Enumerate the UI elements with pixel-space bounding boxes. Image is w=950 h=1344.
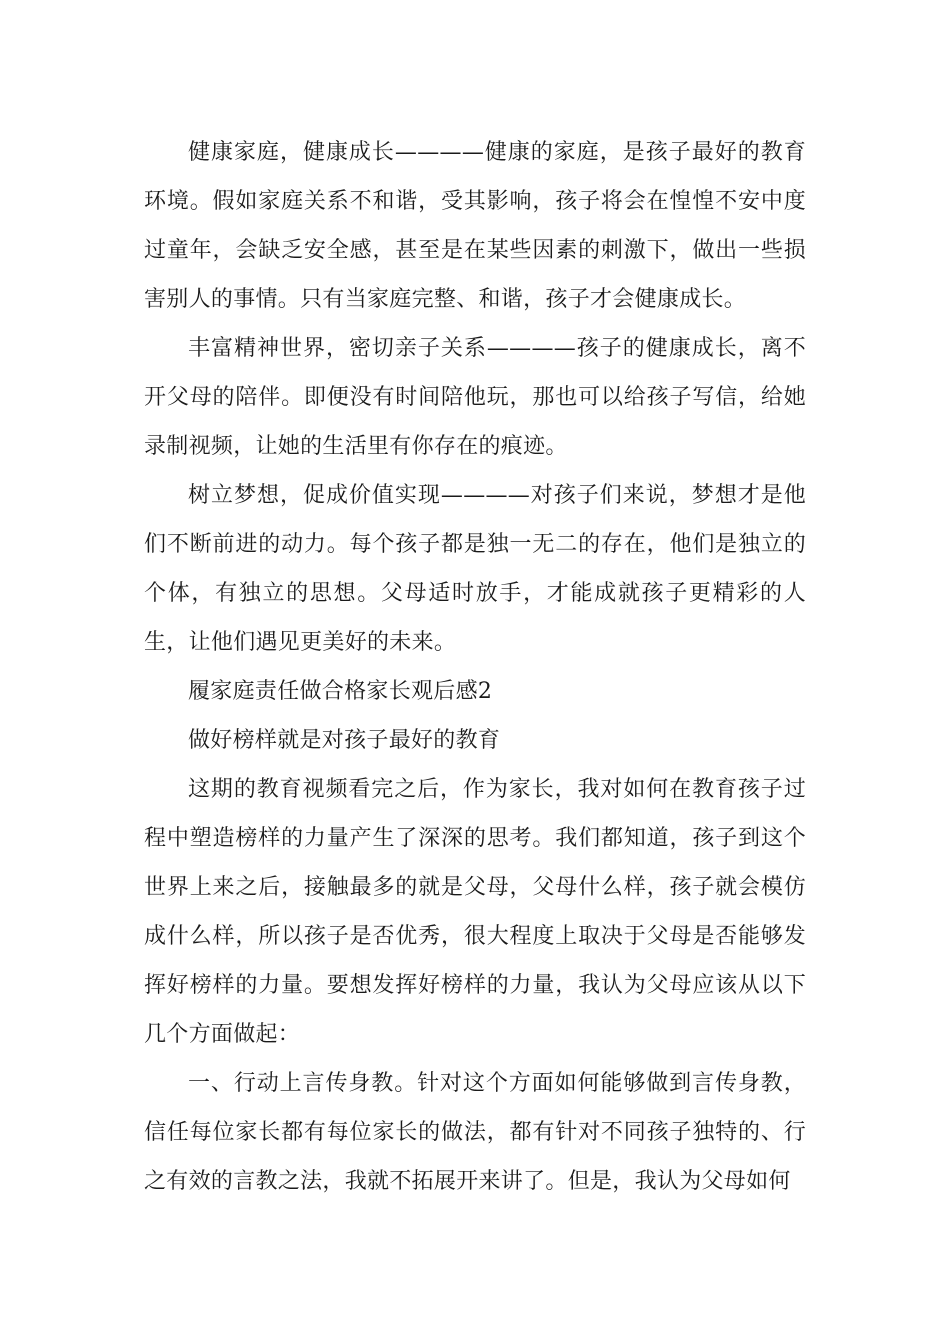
document-body — [144, 128, 806, 1206]
section-title: 履家庭责任做合格家长观后感2 — [188, 679, 493, 704]
section-subtitle: 做好榜样就是对孩子最好的教育 — [188, 728, 501, 753]
paragraph-role-model: 这期的教育视频看完之后，作为家长，我对如何在教育孩子过程中塑造榜样的力量产生了深深的思考。我们都知道，孩子到这个世界上来之后，接触最多的就是父母，父母什么样，孩子就会模仿成什么样，所以孩子是否优秀，很大程度上取决于父母是否能够发挥好榜样的力量。要想发挥好榜样的力量，我认为父母应该从以下几个方面做起： — [144, 777, 806, 1047]
paragraph-spiritual-world: 丰富精神世界，密切亲子关系————孩子的健康成长，离不开父母的陪伴。即便没有时间陪他玩，那也可以给孩子写信，给她录制视频，让她的生活里有你存在的痕迹。 — [144, 336, 806, 459]
paragraph-dreams: 树立梦想，促成价值实现————对孩子们来说，梦想才是他们不断前进的动力。每个孩子都是独一无二的存在，他们是独立的个体，有独立的思想。父母适时放手，才能成就孩子更精彩的人生，让他们遇见更美好的未来。 — [144, 483, 806, 655]
paragraph-healthy-family: 健康家庭，健康成长————健康的家庭，是孩子最好的教育环境。假如家庭关系不和谐，受其影响，孩子将会在惶惶不安中度过童年，会缺乏安全感，甚至是在某些因素的刺激下，做出一些损害别人的事情。只有当家庭完整、和谐，孩子才会健康成长。 — [144, 140, 806, 312]
paragraph-point-one: 一、行动上言传身教。针对这个方面如何能够做到言传身教，信任每位家长都有每位家长的做法，都有针对不同孩子独特的、行之有效的言教之法，我就不拓展开来讲了。但是，我认为父母如何 — [144, 1071, 806, 1194]
